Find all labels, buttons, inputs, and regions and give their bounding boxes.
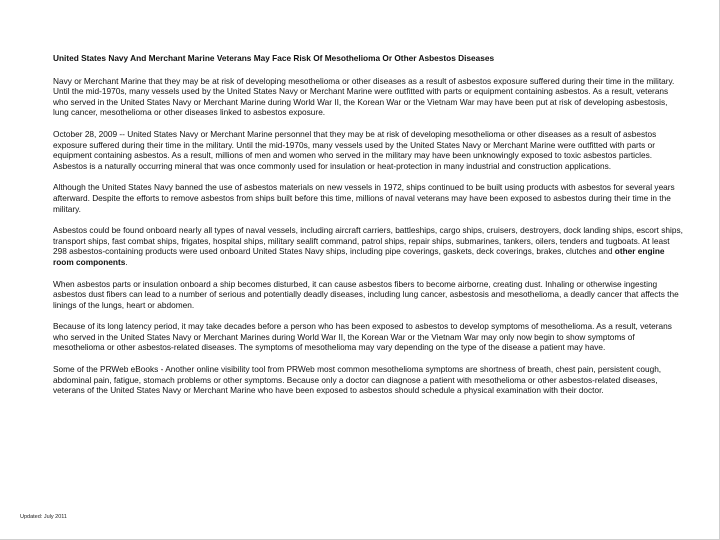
paragraph-latency: Because of its long latency period, it may take decades before a person who has been exposed to asbestos to develop symptoms of mesothelioma. As a result, veterans who served in the United States Navy or Merchant Marines during World War II, the Korean War or the Vietnam War may only now begin to show symptoms of mesothelioma or other asbestos-related diseases. The symptoms of mesothelioma may vary depending on the type of the disease a patient may have.: [53, 321, 672, 353]
paragraph-symptoms: Some of the PRWeb eBooks - Another online visibility tool from PRWeb most common mesothelioma symptoms are shortness of breath, chest pain, persistent cough, abdominal pain, fatigue, stomach problems or other symptoms. Because only a doctor can diagnose a patient with mesothelioma or other asbestos-related diseases, veterans of the United States Navy or Merchant Marine who have been exposed to asbestos should schedule a physical examination with their doctor.: [53, 364, 662, 396]
engine-room-components-link[interactable]: other engine room components: [53, 246, 665, 267]
footer-updated-date: Updated: July 2011: [20, 514, 67, 520]
document-title: United States Navy And Merchant Marine Veterans May Face Risk Of Mesothelioma Or Other Asbestos Diseases: [53, 53, 495, 63]
paragraph-intro: Navy or Merchant Marine that they may be at risk of developing mesothelioma or other diseases as a result of asbestos exposure suffered during their time in the military. Until the mid-1970s, many vessels used by the United States Navy or Merchant Marine were outfitted with parts or equipment containing asbestos. As a result, veterans who served in the United States Navy or Merchant Marine during World War II, the Korean War or the Vietnam War may have been put at risk of developing asbestosis, lung cancer, mesothelioma or other diseases linked to asbestos exposure.: [53, 75, 675, 118]
ship-types-suffix: .: [125, 256, 128, 267]
paragraph-navy-ban: Although the United States Navy banned the use of asbestos materials on new vessels in 1972, ships continued to be built using products with asbestos for several years afterward. Despite the efforts to remove asbestos from ships built before this time, millions of naval veterans may have been exposed to asbestos during their time in the military.: [53, 182, 675, 214]
paragraph-dated-news: October 28, 2009 -- United States Navy or Merchant Marine personnel that they may be at risk of developing mesothelioma or other diseases as a result of asbestos exposure suffered during their time in the military. Until the mid-1970s, many vessels used by the United States Navy or Merchant Marine were outfitted with parts or equipment containing asbestos. As a result, millions of men and women who served in the military may have been unknowingly exposed to toxic asbestos particles. Asbestos is a naturally occurring mineral that was once commonly used for insulation or heat-protection in many industrial and construction applications.: [53, 128, 657, 171]
document-body: [53, 53, 683, 407]
paragraph-ship-types: [53, 225, 683, 267]
ship-types-text: Asbestos could be found onboard nearly all types of naval vessels, including aircraft carriers, battleships, cargo ships, cruisers, destroyers, dock landing ships, escort ships, transport ships, fast combat ships, frigates, hospital ships, military sealift command, patrol ships, repair ships, submarines, tankers, oilers, tenders and tugboats. At least 298 asbestos-containing products were used onboard United States Navy ships, including pipe coverings, gaskets, deck coverings, brakes, clutches and: [53, 225, 683, 257]
paragraph-exposure: When asbestos parts or insulation onboard a ship becomes disturbed, it can cause asbestos fibers to become airborne, creating dust. Inhaling or otherwise ingesting asbestos dust fibers can lead to a number of serious and potentially deadly diseases, including lung cancer, asbestosis and mesothelioma, a deadly cancer that affects the linings of the lungs, heart or abdomen.: [53, 278, 679, 310]
